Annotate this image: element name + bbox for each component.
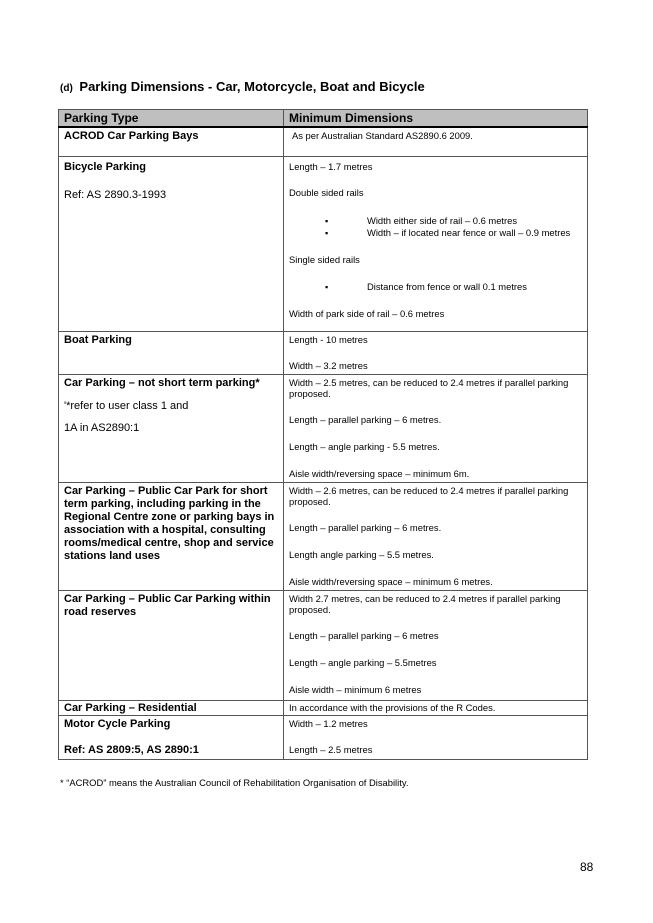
table-row [59,590,588,700]
dim-line: Length – angle parking - 5.5 metres. [289,440,440,452]
dim-line: Aisle width – minimum 6 metres [289,683,422,695]
row-type-cell [59,156,284,331]
dim-line: Length - 10 metres [289,333,368,345]
row-dims-cell [284,156,588,331]
row-dims-cell [284,715,588,759]
table-row [59,482,588,590]
page-number: 88 [580,860,594,874]
row-type: Car Parking – Public Car Parking within road reserves [64,592,271,618]
dim-line: Single sided rails [289,253,360,265]
row-type: Car Parking – Residential [64,701,197,714]
row-ref: Ref: AS 2890.3-1993 [64,188,167,201]
dim-line: Length – parallel parking – 6 metres [289,629,439,641]
row-dims-cell [284,700,588,715]
row-type-cell [59,715,284,759]
row-type: Bicycle Parking [64,160,146,173]
dim-line: Width – 2.6 metres, can be reduced to 2.4 metres if parallel parking proposed. [289,484,569,507]
table-header-row [59,110,588,128]
row-dims-cell [284,590,588,700]
dim-line: Width – 2.5 metres, can be reduced to 2.4 metres if parallel parking proposed. [289,376,569,399]
bullet-item: ▪ Width – if located near fence or wall – 0.9 metres [289,227,582,239]
dim-line: Width – 3.2 metres [289,359,368,371]
row-type: Boat Parking [64,333,132,346]
row-type-cell [59,127,284,156]
footnote: * “ACROD” means the Australian Council of Rehabilitation Organisation of Disability. [60,777,409,788]
row-dims-cell [284,482,588,590]
row-ref: Ref: AS 2809:5, AS 2890:1 [64,743,199,756]
row-note: '*refer to user class 1 and [64,399,189,412]
table-row [59,156,588,331]
row-dims-cell [284,374,588,482]
header-parking-type: Parking Type [59,110,284,128]
dim-line: Double sided rails [289,186,364,198]
parking-dimensions-table [58,109,588,760]
header-minimum-dimensions: Minimum Dimensions [284,110,588,128]
table-row [59,331,588,374]
table-row [59,700,588,715]
section-heading [60,79,425,94]
row-type-cell [59,590,284,700]
dim-line: Length – parallel parking – 6 metres. [289,521,442,533]
dim-line: Aisle width/reversing space – minimum 6 metres. [289,575,493,587]
row-type-cell [59,700,284,715]
section-label: (d) [60,83,73,94]
row-type: Car Parking – Public Car Park for short term parking, including parking in the Regional Centre zone or parking bays in association with a hospital, consulting rooms/medical centre, shop and service stations land uses [64,484,275,562]
table-row [59,374,588,482]
row-type-cell [59,482,284,590]
dim-line: Width – 1.2 metres [289,717,368,729]
row-type: Car Parking – not short term parking* [64,376,260,389]
row-dims-cell [284,331,588,374]
row-type-cell [59,331,284,374]
dim-line: As per Australian Standard AS2890.6 2009. [292,130,473,141]
dim-line: In accordance with the provisions of the R Codes. [289,701,496,713]
row-type: Motor Cycle Parking [64,717,171,730]
row-dims-cell [284,127,588,156]
table-row [59,715,588,759]
section-title: Parking Dimensions - Car, Motorcycle, Boat and Bicycle [79,79,425,94]
dim-line: Length angle parking – 5.5 metres. [289,548,434,560]
bullet-item: ▪ Distance from fence or wall 0.1 metres [289,281,582,293]
dim-line: Length – 1.7 metres [289,160,373,172]
dim-line: Length – parallel parking – 6 metres. [289,413,442,425]
row-type: ACROD Car Parking Bays [64,130,199,142]
row-note: 1A in AS2890:1 [64,421,140,434]
bullet-item: ▪ Width either side of rail – 0.6 metres [289,215,582,227]
table-row [59,127,588,156]
dim-line: Length – angle parking – 5.5metres [289,656,437,668]
row-type-cell [59,374,284,482]
dim-line: Aisle width/reversing space – minimum 6m. [289,467,470,479]
dim-line: Width 2.7 metres, can be reduced to 2.4 metres if parallel parking proposed. [289,592,561,615]
dim-line: Width of park side of rail – 0.6 metres [289,307,445,319]
dim-line: Length – 2.5 metres [289,743,373,755]
